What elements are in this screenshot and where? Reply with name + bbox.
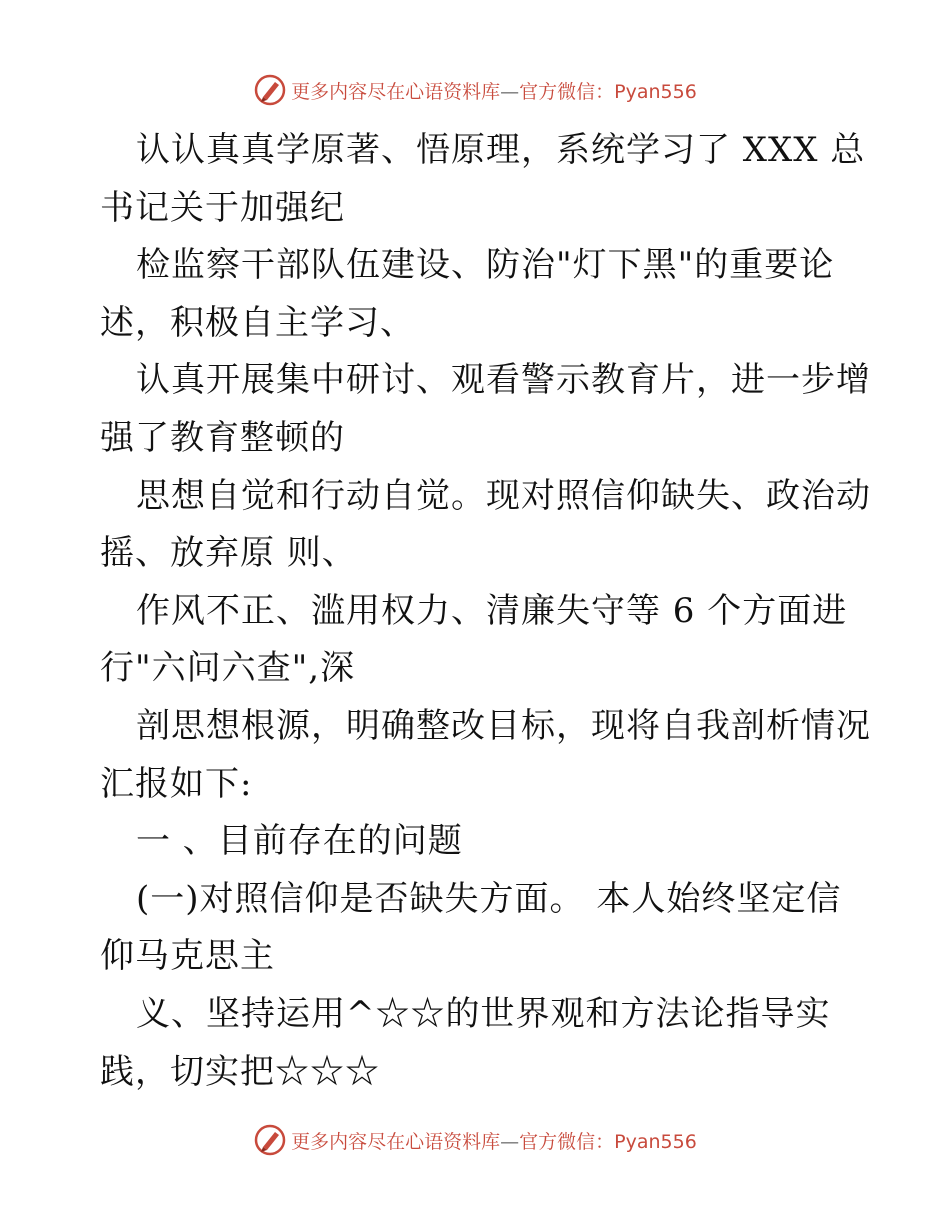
watermark-separator: —: [500, 1130, 520, 1153]
body-text-line: 剖思想根源，明确整改目标，现将自我剖析情况: [136, 705, 871, 746]
body-text-line: 思想自觉和行动自觉。现对照信仰缺失、政治动: [136, 475, 871, 516]
body-text-line: 仰马克思主: [100, 936, 275, 977]
watermark-main-text: 更多内容尽在心语资料库: [291, 80, 501, 103]
body-text-line: 认认真真学原著、悟原理，系统学习了 XXX 总: [136, 130, 866, 170]
body-text-line: 义、坚持运用^☆☆的世界观和方法论指导实: [136, 993, 831, 1034]
watermark-main-text: 更多内容尽在心语资料库: [291, 1130, 501, 1153]
watermark-suffix-text: 官方微信：Pyan556: [519, 1130, 697, 1153]
watermark-separator: —: [500, 80, 520, 103]
watermark-suffix-text: 官方微信：Pyan556: [519, 80, 697, 103]
body-text-line: 强了教育整顿的: [100, 417, 345, 458]
body-text-line: (一)对照信仰是否缺失方面。 本人始终坚定信: [136, 878, 842, 919]
body-text-line: 一 、目前存在的问题: [136, 821, 463, 862]
body-text-line: 认真开展集中研讨、观看警示教育片，进一步增: [136, 360, 871, 401]
body-text-line: 检监察干部队伍建设、防治"灯下黑"的重要论: [136, 245, 835, 286]
body-text-line: 践，切实把☆☆☆: [100, 1051, 380, 1092]
body-text-line: 书记关于加强纪: [100, 187, 345, 228]
body-text-line: 作风不正、滥用权力、清廉失守等 6 个方面进: [136, 590, 848, 631]
footer-watermark: [0, 1120, 950, 1160]
pen-circle-logo-icon: [253, 73, 287, 107]
body-text-line: 行"六问六查",深: [100, 648, 356, 689]
pen-circle-logo-icon: [253, 1123, 287, 1157]
body-text-line: 汇报如下:: [100, 763, 253, 804]
header-watermark: [0, 70, 950, 110]
body-text-line: 述，积极自主学习、: [100, 302, 415, 343]
document-body: [100, 122, 871, 1101]
body-text-line: 摇、放弃原 则、: [100, 533, 357, 574]
